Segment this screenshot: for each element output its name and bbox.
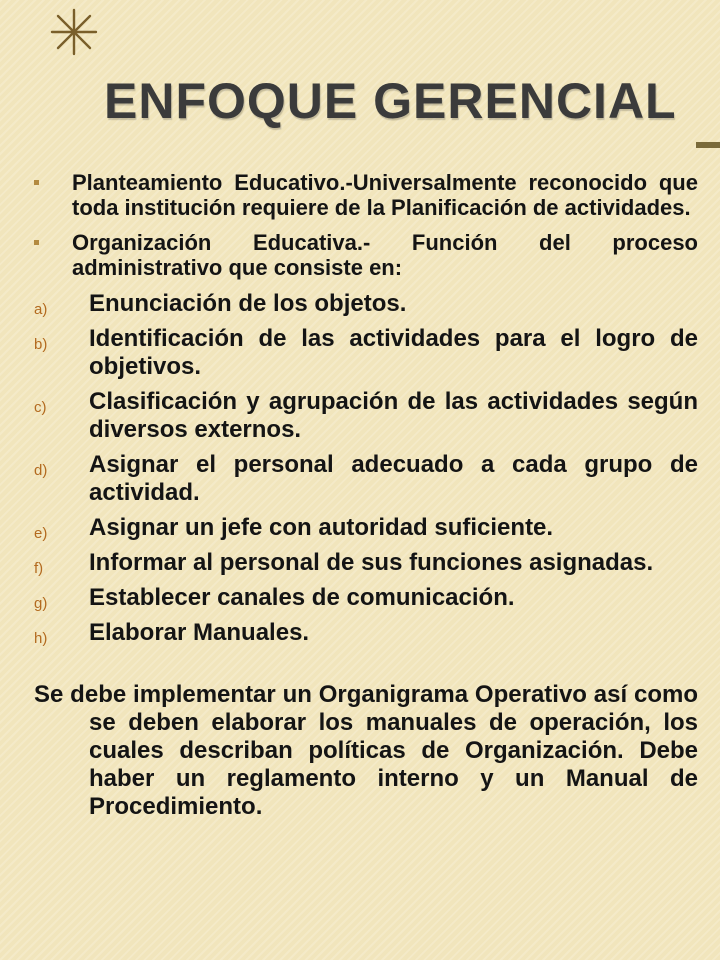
title-accent-bar bbox=[696, 142, 720, 148]
list-item-text: Informar al personal de sus funciones asignadas. bbox=[89, 549, 654, 576]
list-item bbox=[34, 619, 698, 647]
list-marker: f) bbox=[34, 560, 44, 577]
bullet-text: Planteamiento Educativo.-Universalmente reconocido que toda institución requiere de la Planificación de actividades. bbox=[72, 170, 698, 220]
list-item bbox=[34, 290, 698, 318]
list-item bbox=[34, 325, 698, 381]
list-item-text: Asignar el personal adecuado a cada grupo de actividad. bbox=[89, 451, 698, 506]
list-item-text: Establecer canales de comunicación. bbox=[89, 584, 515, 611]
list-item-text: Identificación de las actividades para el logro de objetivos. bbox=[89, 325, 698, 380]
list-marker: b) bbox=[34, 336, 48, 353]
list-item bbox=[34, 584, 698, 612]
list-item bbox=[34, 514, 698, 542]
list-item-text: Clasificación y agrupación de las actividades según diversos externos. bbox=[89, 388, 698, 443]
bullet-item-organizacion bbox=[34, 230, 698, 280]
list-marker: g) bbox=[34, 595, 48, 612]
list-marker: c) bbox=[34, 399, 47, 416]
square-bullet-icon bbox=[34, 180, 39, 185]
list-item-text: Elaborar Manuales. bbox=[89, 619, 310, 646]
list-item-text: Asignar un jefe con autoridad suficiente. bbox=[89, 514, 554, 541]
list-marker: d) bbox=[34, 462, 48, 479]
list-item-text: Enunciación de los objetos. bbox=[89, 290, 407, 317]
slide-content bbox=[34, 170, 698, 845]
list-item bbox=[34, 451, 698, 507]
slide-title: ENFOQUE GERENCIAL bbox=[104, 73, 677, 129]
list-marker: h) bbox=[34, 630, 48, 647]
list-marker: a) bbox=[34, 301, 48, 318]
closing-paragraph: Se debe implementar un Organigrama Operativo así como se deben elaborar los manuales de operación, los cuales describan políticas de Organización. Debe haber un reglamento interno y un Manual de Procedimiento. bbox=[34, 681, 698, 820]
star-ornament-icon bbox=[48, 6, 100, 58]
bullet-item-planteamiento bbox=[34, 170, 698, 220]
square-bullet-icon bbox=[34, 240, 39, 245]
list-item bbox=[34, 388, 698, 444]
bullet-text: Organización Educativa.- Función del proceso administrativo que consiste en: bbox=[72, 230, 698, 280]
list-marker: e) bbox=[34, 525, 48, 542]
list-item bbox=[34, 549, 698, 577]
